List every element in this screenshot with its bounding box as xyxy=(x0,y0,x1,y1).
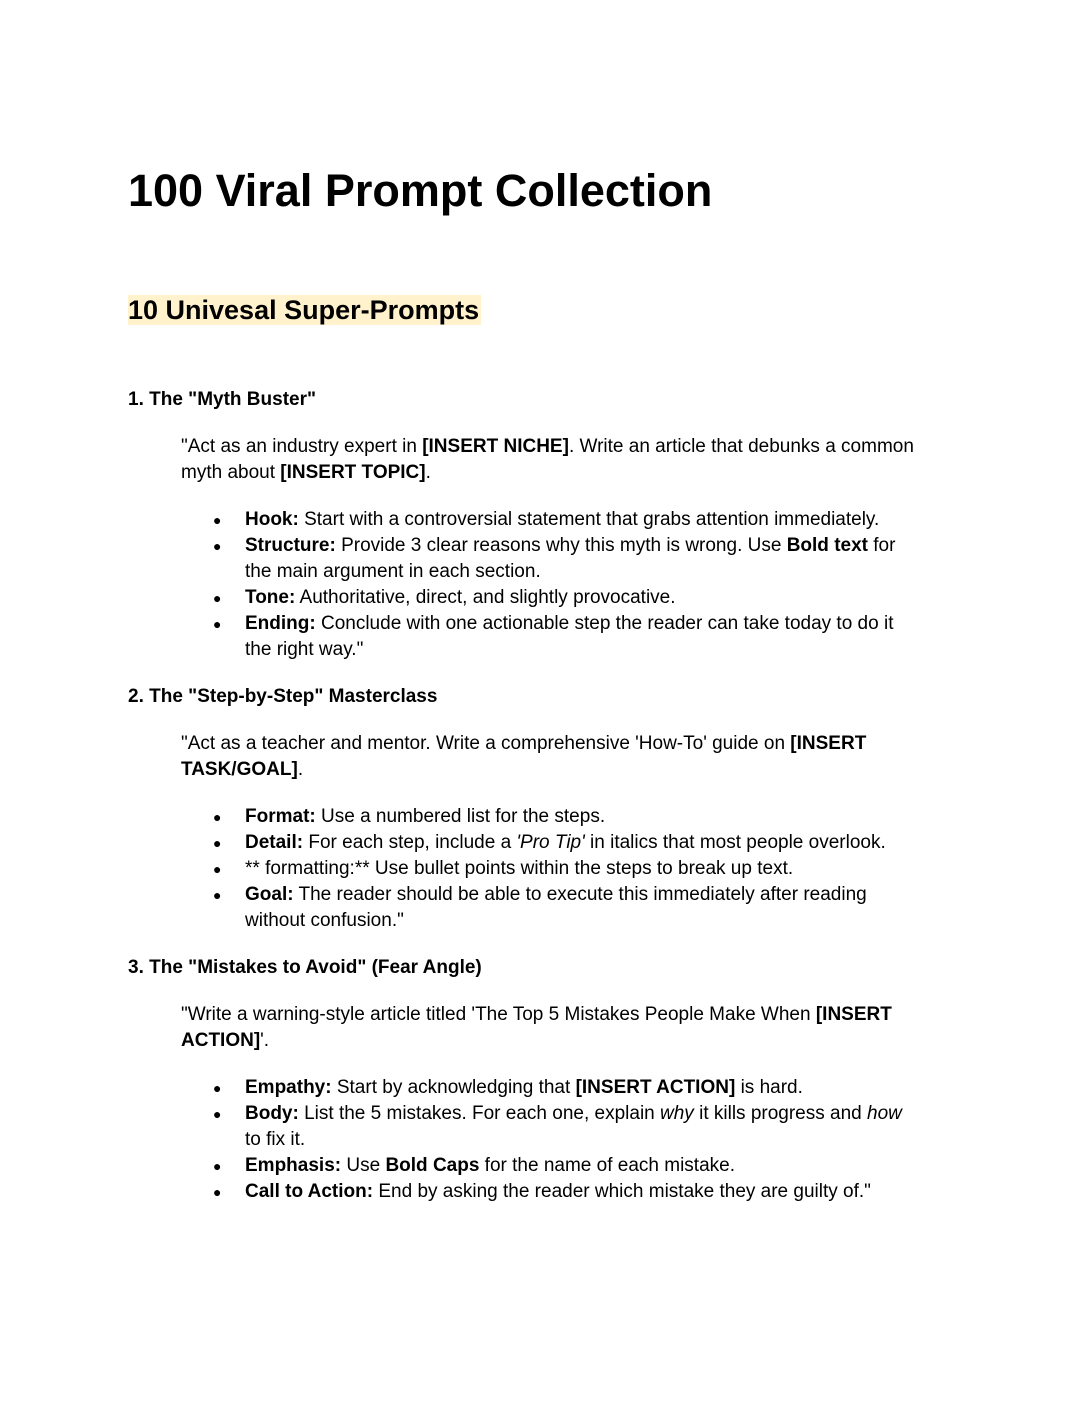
text-run: in italics that most people overlook. xyxy=(584,832,886,853)
bold-text: [INSERT ACTION] xyxy=(575,1077,736,1098)
text-run: for the main argument in each section. xyxy=(245,535,896,582)
bold-text: [INSERT TOPIC] xyxy=(280,462,426,483)
text-run: For each step, include a xyxy=(303,832,517,853)
bold-text: [INSERT ACTION] xyxy=(181,1004,892,1051)
bullet-item xyxy=(181,856,921,882)
bullet-dot-icon: ● xyxy=(213,835,222,851)
bold-text: Ending: xyxy=(245,613,316,634)
text-run: "Write a warning-style article titled 'The Top 5 Mistakes People Make When xyxy=(181,1004,816,1025)
bullet-item xyxy=(181,1179,921,1205)
italic-text: 'Pro Tip' xyxy=(516,832,585,853)
prompt-title: 1. The "Myth Buster" xyxy=(128,389,316,410)
bullet-dot-icon: ● xyxy=(213,1080,222,1096)
text-run: Authoritative, direct, and slightly provocative. xyxy=(295,587,676,608)
bold-text: Tone: xyxy=(245,587,296,608)
bullet-dot-icon: ● xyxy=(213,809,222,825)
bullet-item xyxy=(181,1101,921,1153)
page-title: 100 Viral Prompt Collection xyxy=(128,165,713,216)
bullet-item xyxy=(181,611,921,663)
bold-text: Format: xyxy=(245,806,316,827)
text-run: to fix it. xyxy=(245,1129,306,1150)
text-run: . xyxy=(297,759,304,780)
prompt-title: 3. The "Mistakes to Avoid" (Fear Angle) xyxy=(128,957,482,978)
bullet-item xyxy=(181,1075,921,1101)
text-run: "Act as an industry expert in xyxy=(181,436,423,457)
bold-text: Structure: xyxy=(245,535,336,556)
bullet-item xyxy=(181,830,921,856)
text-run: Use a numbered list for the steps. xyxy=(315,806,606,827)
bullet-item xyxy=(181,882,921,934)
bullet-item xyxy=(181,804,921,830)
prompt-title: 2. The "Step-by-Step" Masterclass xyxy=(128,686,438,707)
bullet-dot-icon: ● xyxy=(213,616,222,632)
bold-text: Detail: xyxy=(245,832,304,853)
bullet-dot-icon: ● xyxy=(213,1106,222,1122)
bullet-item xyxy=(181,1153,921,1179)
text-run: The reader should be able to execute this immediately after reading without confusion." xyxy=(245,884,867,931)
italic-text: how xyxy=(867,1103,902,1124)
bullet-dot-icon: ● xyxy=(213,512,222,528)
bullet-dot-icon: ● xyxy=(213,590,222,606)
prompt-intro xyxy=(181,1002,921,1054)
text-run: ** formatting:** Use bullet points within the steps to break up text. xyxy=(245,858,794,879)
section-heading-highlight: 10 Univesal Super-Prompts xyxy=(128,295,480,325)
prompt-intro xyxy=(181,731,921,783)
bold-text: Bold text xyxy=(786,535,868,556)
bold-text: [INSERT TASK/GOAL] xyxy=(181,733,867,780)
text-run: Use xyxy=(341,1155,386,1176)
text-run: . xyxy=(425,462,431,483)
text-run: End by asking the reader which mistake they are guilty of." xyxy=(373,1181,871,1202)
text-run: Provide 3 clear reasons why this myth is wrong. Use xyxy=(335,535,787,556)
bold-text: Emphasis: xyxy=(245,1155,342,1176)
section-heading xyxy=(128,291,481,329)
text-run: for the name of each mistake. xyxy=(479,1155,735,1176)
bullet-dot-icon: ● xyxy=(213,1184,222,1200)
bold-text: Bold Caps xyxy=(385,1155,480,1176)
text-run: is hard. xyxy=(735,1077,803,1098)
bullet-dot-icon: ● xyxy=(213,1158,222,1174)
text-run: "Act as a teacher and mentor. Write a comprehensive 'How-To' guide on xyxy=(181,733,791,754)
text-run: . Write an article that debunks a common myth about xyxy=(181,436,914,483)
text-run: Start with a controversial statement that grabs attention immediately. xyxy=(298,509,880,530)
bold-text: Body: xyxy=(245,1103,299,1124)
bold-text: Hook: xyxy=(245,509,299,530)
bold-text: [INSERT NICHE] xyxy=(422,436,569,457)
prompt-bullet-list xyxy=(181,804,921,934)
bold-text: Empathy: xyxy=(245,1077,332,1098)
bold-text: Call to Action: xyxy=(245,1181,374,1202)
text-run: it kills progress and xyxy=(693,1103,867,1124)
bullet-dot-icon: ● xyxy=(213,861,222,877)
bullet-item xyxy=(181,533,921,585)
prompt-intro xyxy=(181,434,921,486)
prompt-bullet-list xyxy=(181,507,921,663)
bullet-dot-icon: ● xyxy=(213,538,222,554)
bold-text: Goal: xyxy=(245,884,294,905)
text-run: '. xyxy=(260,1030,270,1051)
prompt-bullet-list xyxy=(181,1075,921,1205)
italic-text: why xyxy=(660,1103,694,1124)
text-run: Start by acknowledging that xyxy=(331,1077,576,1098)
bullet-item xyxy=(181,585,921,611)
text-run: Conclude with one actionable step the reader can take today to do it the right way." xyxy=(245,613,894,660)
bullet-item xyxy=(181,507,921,533)
text-run: List the 5 mistakes. For each one, explain xyxy=(298,1103,661,1124)
bullet-dot-icon: ● xyxy=(213,887,222,903)
